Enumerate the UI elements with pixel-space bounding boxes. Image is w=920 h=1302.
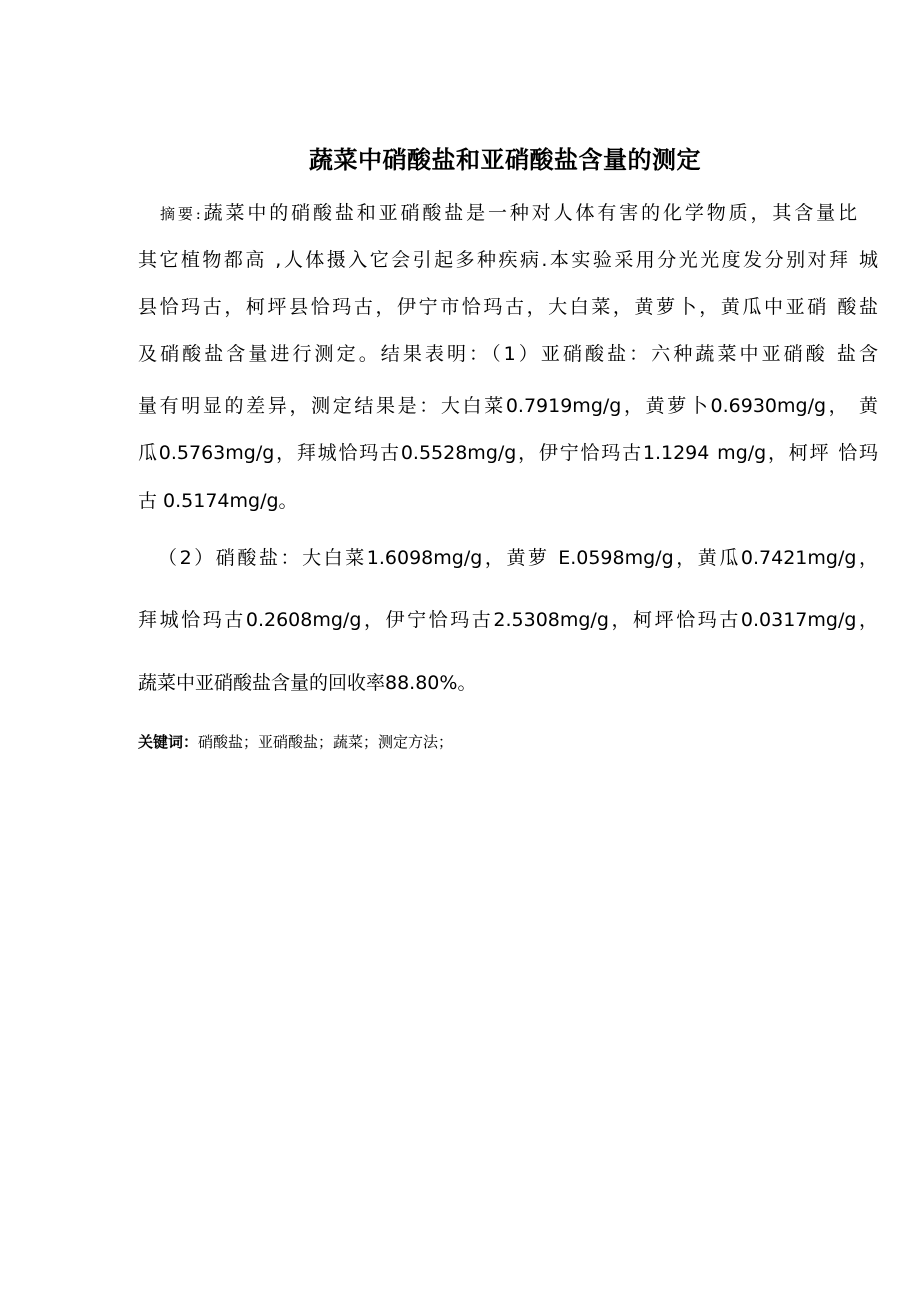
results-line-3: 蔬菜中亚硝酸盐含量的回收率88.80%。 (138, 672, 477, 694)
abstract-line-7: 古 0.5174mg/g。 (138, 490, 298, 512)
abstract-line-3: 县恰玛古，柯坪县恰玛古，伊宁市恰玛古，大白菜，黄萝卜，黄瓜中亚硝 酸盐 (138, 296, 878, 318)
abstract-line-6: 瓜0.5763mg/g，拜城恰玛古0.5528mg/g，伊宁恰玛古1.1294 mg/g，柯坪 恰玛 (138, 442, 878, 464)
abstract-line-5: 量有明显的差异，测定结果是：大白菜0.7919mg/g，黄萝卜0.6930mg/g， 黄 (138, 395, 878, 417)
results-line-1: （2）硝酸盐：大白菜1.6098mg/g，黄萝 E.0598mg/g，黄瓜0.7421mg/g， (158, 547, 878, 569)
abstract-line-4: 及硝酸盐含量进行测定。结果表明：（1）亚硝酸盐：六种蔬菜中亚硝酸 盐含 (138, 343, 878, 365)
abstract-label: 摘要: (160, 205, 201, 223)
abstract-text: 蔬菜中的硝酸盐和亚硝酸盐是一种对人体有害的化学物质，其含量比 (200, 202, 857, 224)
keywords-value: 硝酸盐；亚硝酸盐；蔬菜；测定方法； (198, 733, 454, 751)
abstract-line-2: 其它植物都高 ,人体摄入它会引起多种疾病.本实验采用分光光度发分别对拜 城 (138, 249, 878, 271)
document-title: 蔬菜中硝酸盐和亚硝酸盐含量的测定 (309, 146, 701, 174)
results-line-2: 拜城恰玛古0.2608mg/g，伊宁恰玛古2.5308mg/g，柯坪恰玛古0.0317mg/g， (138, 609, 878, 631)
keywords-label: 关键词： (138, 733, 199, 751)
abstract-line-1 (160, 201, 857, 226)
keywords-line (138, 730, 453, 754)
